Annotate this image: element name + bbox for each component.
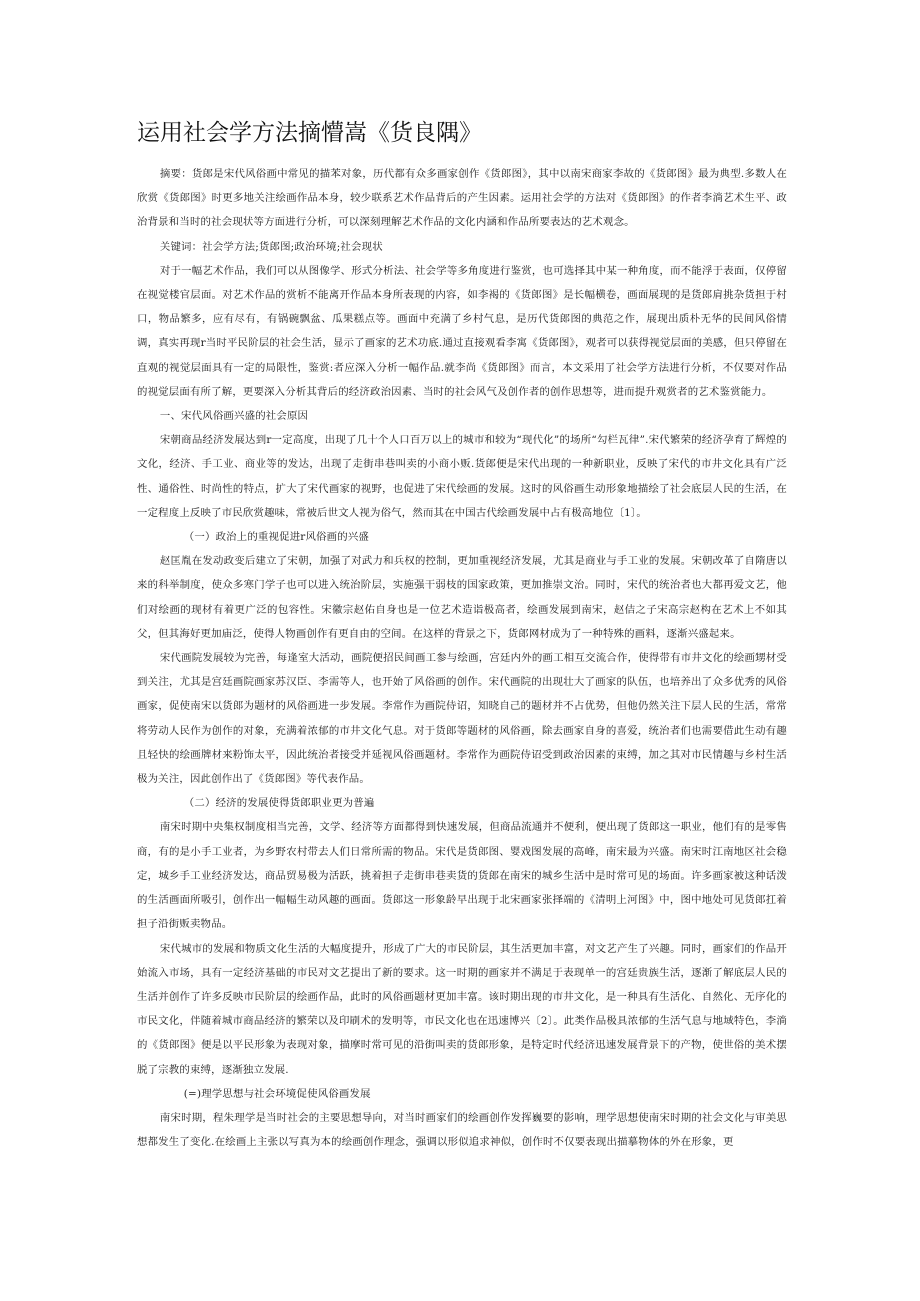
document-page <box>137 118 787 1154</box>
body-paragraph: 南宋时期中央集权制度相当完善，文学、经济等方面都得到快速发展，但商品流通并不便利，便出现了货郎这一职业，他们有的是零售商，有的是小手工业者，为乡野农村带去人们日常所需的物品。宋代是货郎图、婴戏图发展的高峰，南宋最为兴盛。南宋时江南地区社会稳定，城乡手工业经济发达，商品贸易极为活跃，挑着担子走街串巷卖货的货郎在南宋的城乡生活中是时常可见的场面。许多画家被这种话泼的生活画面所吸引，创作出一幅幅生动风趣的画面。货郎这一形象龄早出现于北宋画家张择端的《清明上河图》中，图中地处可见货郎扛着担子沿街贩卖物品。 <box>137 821 787 931</box>
article-title: 运用社会学方法摘懵嵩《货良隅》 <box>137 120 482 146</box>
body-paragraph: 宋朝商品经济发展达到r一定高度，出现了几十个人口百万以上的城市和较为“现代化”的场所“勾栏瓦律”.宋代繁荣的经济孕育了辉煌的文化，经济、手工业、商业等的发达，出现了走街串巷叫卖的小商小贩.货郎便是宋代出现的一种新职业，反映了宋代的市井文化具有广泛性、通俗性、时尚性的特点，扩大了宋代画家的视野，也促进了宋代绘画的发展。这时的风俗画生动形象地描绘了社会底层人民的生活，在一定程度上反映了市民欣赏趣味，常被后世文人视为俗气，然而其在中国古代绘画发展中占有极高地位〔1〕。 <box>137 434 787 519</box>
section-heading: 一、宋代风俗画兴盛的社会原因 <box>159 410 309 423</box>
body-paragraph: 宋代城市的发展和物质文化生活的大幅度提升，形成了广大的市民阶层，其生活更加丰富，对文艺产生了兴趣。同时，画家们的作品开始流入市场，具有一定经济基础的市民对文艺提出了新的要求。这一时期的画家并不满足于表现单一的宫廷贵族生活，逐渐了解底层人民的生活并创作了许多反映市民阶层的绘画作品，此时的风俗画题材更加丰富。该时期出现的市井文化，是一种具有生活化、自然化、无序化的市民文化，伴随着城市商品经济的繁荣以及印刷术的发明等，市民文化也在迅速博兴〔2〕。此类作品极具浓郁的生活气息与地域特色，李淌的《货郎图》便是以平民形象为表现对象，描摩时常可见的沿街叫卖的货郎形象，是特定时代经济迅速发展背景下的产物，使世俗的美术摆脱了宗教的束缚，逐渐独立发展. <box>137 942 787 1076</box>
keywords: 关键词：社会学方法;货郎图;政治环境;社会现状 <box>159 240 383 253</box>
body-paragraph: 赵匡胤在发动政变后建立了宋朝，加强了对武力和兵权的控制，更加重视经济发展，尤其是商业与手工业的发展。宋朝改革了自隋唐以来的科举制度，使众多寒门学子也可以进入统治阶层，实施强干弱枝的国家政策，更加推崇文治。同时，宋代的统治者也大都再爱文艺，他们对绘画的现材有着更广泛的包容性。宋徽宗赵佑自身也是一位艺术造诣极高者，绘画发展到南宋，赵佶之子宋高宗赵构在艺术上不如其父，但其海好更加庙泛，使得人物画创作有更自由的空间。在这样的背景之下，货郎网材成为了一种特殊的画料，逐渐兴盛起来。 <box>137 555 787 640</box>
body-paragraph: 南宋时期，程朱理学是当时社会的主要思想导向，对当时画家们的绘画创作发挥巍要的影响，理学思想使南宋时期的社会文化与审美思想都发生了变化.在绘画上主张以写真为本的绘画创作理念，强调以形似追求神似，创作时不仅要表现出描摹物体的外在形象，更 <box>137 1111 787 1149</box>
subsection-heading: （一）政治上的重视促进r风俗画的兴盛 <box>183 531 370 544</box>
subsection-heading: （二）经济的发展使得货郎职业更为普遍 <box>183 797 375 810</box>
abstract: 摘要：货郎是宋代风俗画中常见的描苯对象，历代都有众多画家创作《货郎图》，其中以南宋商家李故的《货郎图》最为典型.多数人在欣赏《货郎图》时更多地关注绘画作品本身，较少联系艺术作品背后的产生因素。运用社会学的方法对《货郎图》的作者李淌艺术生平、政治背景和当时的社会现状等方面进行分析，可以深刻理解艺术作品的文化内涵和作品所要表达的艺术观念。 <box>137 168 787 229</box>
intro-paragraph: 对于一幅艺术作品，我们可以从图像学、形式分析法、社会学等多角度进行鉴赏，也可选择其中某一种角度，而不能浮于表面，仅停留在视觉楼官层面。对艺术作品的赏析不能离开作品本身所表现的内容，如李褐的《货郎图》是长幅横卷，画面展现的是货郎肩挑杂货担于村口，物品繁多，应有尽有，有锅碗飘盆、瓜果糕点等。画面中充满了乡村气息，是历代货郎图的典范之作，展现出质朴无华的民间风俗情调，真实再现r当时平民阶层的社会生活，显示了画家的艺术功底.通过直接观看李寓《货郎图》，观者可以获得视觉层面的美感，但只停留在直观的视觉层面具有一定的局限性，鉴赏:者应深入分析一幅作品.就李尚《货郎图》而言，本文采用了社会学方法进行分析，不仅要对作品的视觉层面有所了解，更要深入分析其背后的经济政治因素、当时的社会风气及创作者的创作思想等，进而提升观赏者的艺术鉴赏能力。 <box>137 264 787 398</box>
body-paragraph: 宋代画院发展较为完善，每逢室大活动，画院便招民间画工参与绘画，宫廷内外的画工相互交流合作，使得带有市井文化的绘画甥材受到关注，尤其是宫廷画院画家苏汉臣、李需等人，也开始了风俗画的创作。宋代画院的出现壮大了画家的队伍，也培养出了众多优秀的风俗画家，促使南宋以货郎为题材的风俗画进一步发展。李常作为画院侍诏，知晓自己的题材并不占优势，但他仍然关注下层人民的生活，常常将劳动人民作为创作的对象，充满着浓郁的市井文化气息。对于货郎等题材的风俗画，除去画家自身的喜爱，统治者们也需要借此生动有趣且轻快的绘画牌材来粉饰太平，因此统治者接受并延视风俗画题材。李常作为画院侍诏受到政治因素的束缚，加之其对市民情趣与乡村生活极为关注，因此创作出了《货郎图》等代表作品。 <box>137 652 787 786</box>
subsection-heading: (=)理学思想与社会环境促使风俗画发展 <box>183 1087 371 1100</box>
